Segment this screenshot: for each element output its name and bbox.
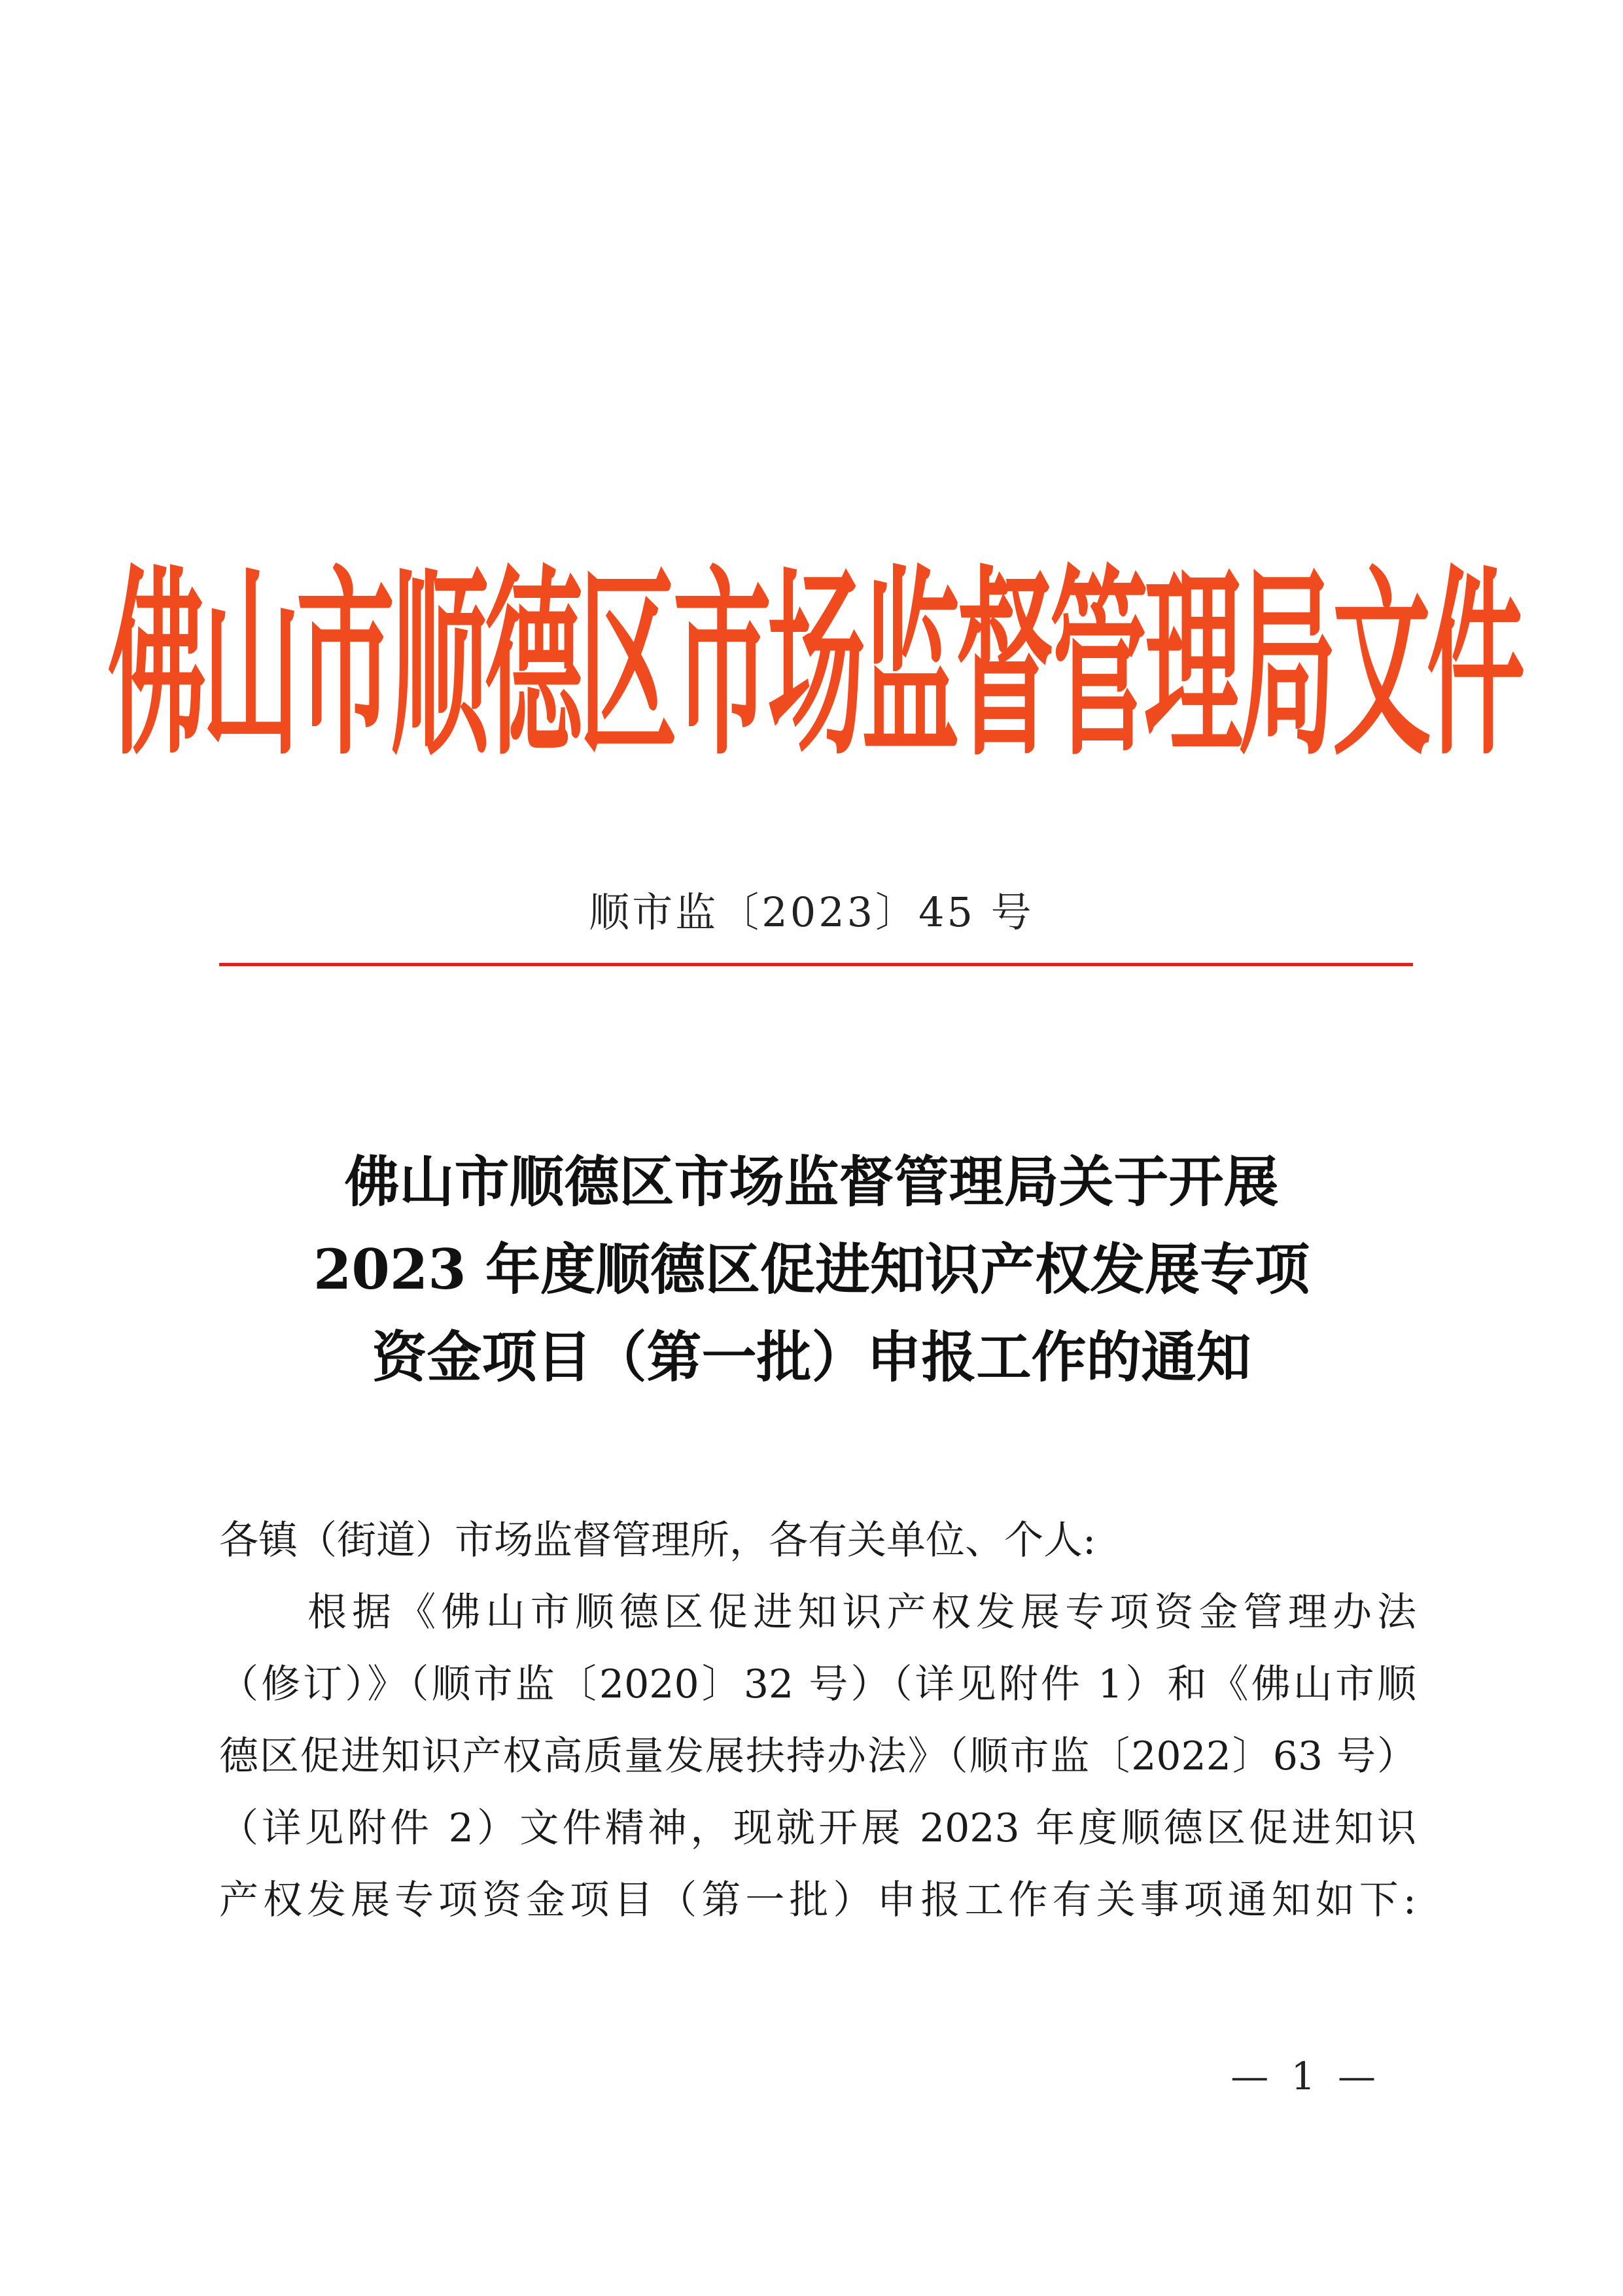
- title-line: 2023 年度顺德区促进知识产权发展专项: [313, 1237, 1310, 1302]
- page-number: — 1 —: [1230, 2054, 1381, 2098]
- notice-title: [0, 1138, 1623, 1401]
- title-line: 佛山市顺德区市场监督管理局关于开展: [344, 1149, 1279, 1214]
- paragraph-line: 德区促进知识产权高质量发展扶持办法》（顺市监〔2022〕63 号）: [219, 1733, 1416, 1779]
- masthead-title: 佛山市顺德区市场监督管理局文件: [108, 549, 1522, 784]
- salutation: 各镇（街道）市场监督管理所，各有关单位、个人:: [219, 1518, 1096, 1563]
- paragraph-line: （详见附件 2）文件精神，现就开展 2023 年度顺德区促进知识: [219, 1805, 1416, 1851]
- notice-body: [219, 1505, 1416, 1936]
- document-number: 顺市监〔2023〕45 号: [589, 888, 1034, 936]
- paragraph-line: 产权发展专项资金项目（第一批）申报工作有关事项通知如下:: [219, 1877, 1416, 1923]
- paragraph-line: 根据《佛山市顺德区促进知识产权发展专项资金管理办法: [307, 1590, 1416, 1635]
- title-line: 资金项目（第一批）申报工作的通知: [372, 1325, 1251, 1389]
- masthead: [108, 536, 1522, 784]
- red-separator-line: [219, 963, 1413, 966]
- paragraph-line: （修订）》（顺市监〔2020〕32 号）（详见附件 1）和《佛山市顺: [219, 1661, 1416, 1707]
